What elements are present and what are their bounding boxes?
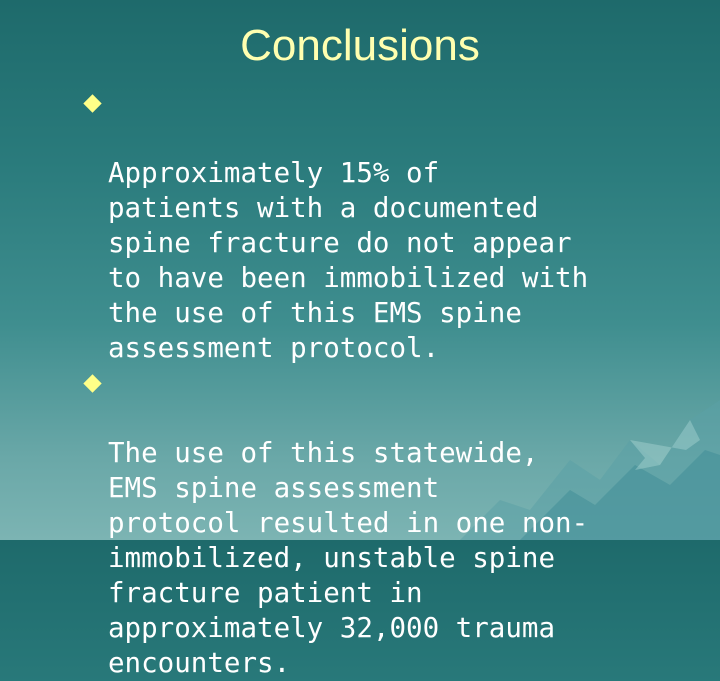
bullet-list [84,86,684,681]
bullet-text: The use of this statewide, EMS spine assessment protocol resulted in one non- immobilized, unstable spine fracture patient in approximately 32,000 trauma encounters. [108,437,589,679]
diamond-bullet-icon [83,374,101,392]
bullet-text: Approximately 15% of patients with a documented spine fracture do not appear to have been immobilized with the use of this EMS spine assessment protocol. [108,157,589,364]
bullet-item [84,366,684,681]
slide-title: Conclusions [240,21,480,70]
diamond-bullet-icon [83,94,101,112]
bullet-item [84,86,684,366]
